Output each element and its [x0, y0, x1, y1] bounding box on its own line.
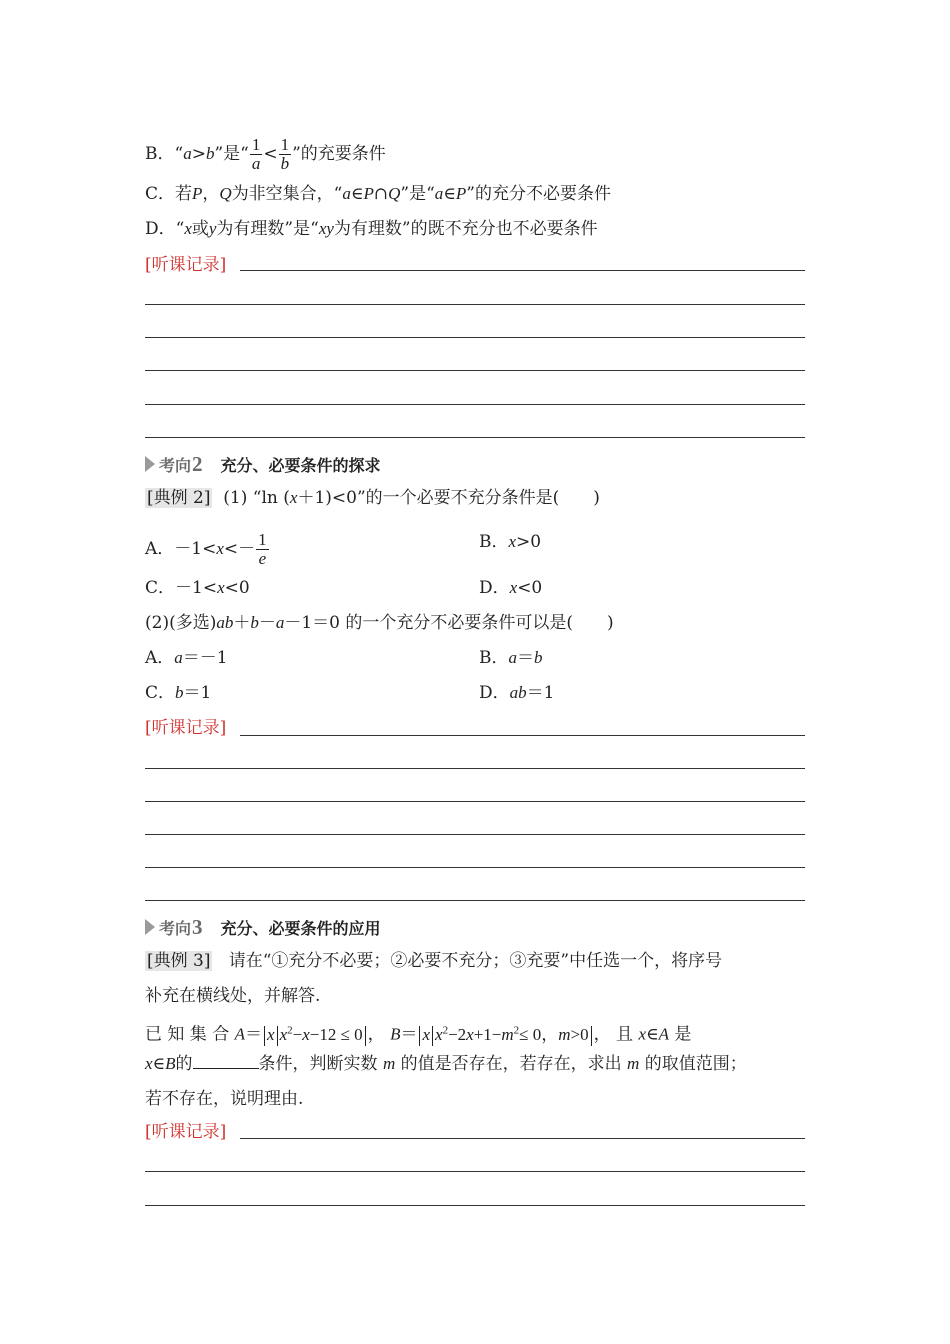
text: A． [145, 648, 175, 668]
var-b: b [175, 683, 184, 702]
var-p: P [455, 184, 467, 203]
set-bracket [365, 1026, 366, 1046]
note-line[interactable] [240, 1138, 805, 1139]
section-number: 3 [192, 914, 203, 939]
var-b-set: B [390, 1024, 401, 1044]
note-line[interactable] [145, 370, 805, 371]
note-line[interactable] [145, 304, 805, 305]
denominator: a [251, 154, 261, 173]
text: 条件，判断实数 [258, 1054, 383, 1074]
text: ＝ [245, 1024, 263, 1045]
note-line[interactable] [145, 1205, 805, 1206]
note-line[interactable] [145, 768, 805, 769]
var-x: x [216, 539, 224, 558]
var-a-set: A [234, 1024, 246, 1044]
var-b: b [205, 144, 215, 163]
symbol-in: ∈ [646, 1024, 659, 1045]
text: D． [479, 683, 510, 703]
text: ， [202, 184, 220, 204]
var-a: a [275, 613, 285, 632]
text: 的值是否存在，若存在，求出 [395, 1054, 628, 1074]
set-divider [277, 1026, 278, 1046]
var-m: m [627, 1054, 640, 1073]
text: ＝－1 [182, 648, 228, 668]
note-line[interactable] [240, 735, 805, 736]
triangle-icon [145, 456, 155, 472]
text: ”是“ [214, 144, 249, 164]
text: ＝1 [183, 683, 212, 703]
option-b [145, 136, 386, 173]
fraction-1-over-b [279, 136, 292, 173]
var-m: m [558, 1024, 571, 1044]
example-3-line3 [145, 1019, 691, 1046]
example-tag: [典例 2] [147, 488, 211, 508]
var-x: x [267, 1024, 275, 1044]
var-q: Q [219, 184, 232, 203]
var-x: x [289, 488, 298, 507]
text: ＝ [400, 1024, 418, 1045]
symbol-in: ∈ [443, 184, 456, 204]
example-3-line2: 补充在横线处，并解答. [145, 986, 321, 1006]
text: <0 [224, 578, 250, 598]
quote: “ [174, 144, 184, 164]
var-ab: ab [509, 683, 527, 702]
note-line[interactable] [145, 437, 805, 438]
note-line[interactable] [145, 834, 805, 835]
set-bracket [419, 1026, 420, 1046]
var-m: m [501, 1024, 514, 1044]
ex2-option-d [479, 577, 542, 599]
var-x: x [302, 1024, 310, 1044]
text: C．若 [145, 184, 193, 204]
var-x: x [466, 1024, 474, 1044]
gt: > [191, 144, 206, 164]
var-x: x [435, 1024, 443, 1044]
example-3-line1 [145, 950, 722, 972]
note-label: [听课记录] [145, 718, 227, 738]
var-x: x [638, 1024, 646, 1044]
var-x: x [509, 578, 518, 597]
text: ， 且 [593, 1024, 639, 1045]
set-b [417, 1025, 593, 1044]
text: (1) “ln ( [223, 488, 290, 508]
text: 的 [175, 1054, 193, 1074]
var-y: y [208, 219, 217, 238]
text: B． [479, 532, 509, 552]
note-label: [听课记录] [145, 255, 227, 275]
text: ， [367, 1024, 385, 1045]
note-line[interactable] [145, 1171, 805, 1172]
var-b: b [250, 613, 259, 632]
note-line[interactable] [240, 270, 805, 271]
var-x: x [145, 1054, 153, 1073]
section-number: 2 [192, 451, 203, 476]
answer-blank[interactable] [193, 1054, 259, 1069]
section-kicker: 考向 [159, 918, 192, 938]
text: C．－1< [145, 578, 218, 598]
text: <0 [517, 578, 543, 598]
ex2-option-c [145, 577, 250, 599]
lt: < [263, 144, 278, 164]
text: 为有理数”的既不充分也不必要条件 [333, 219, 598, 239]
example-2-q2 [145, 612, 614, 634]
var-a: a [508, 648, 517, 667]
text: ≤ 0， [519, 1024, 559, 1044]
text: ”的充分不必要条件 [466, 184, 611, 204]
var-p: P [363, 184, 374, 203]
text: B． [479, 648, 509, 668]
set-bracket [264, 1026, 265, 1046]
var-b-set: B [165, 1054, 176, 1073]
var-a: a [174, 648, 183, 667]
var-ab: ab [216, 613, 234, 632]
ex2-option-b [479, 531, 541, 553]
symbol-in: ∈ [350, 184, 364, 204]
ex2-q2-option-d [479, 682, 554, 704]
section-title: 充分、必要条件的应用 [220, 918, 381, 938]
text: 是 [668, 1024, 692, 1045]
text: ＋1)<0”的一个必要不充分条件是( ) [297, 488, 600, 508]
exponent: 2 [513, 1024, 520, 1036]
note-line[interactable] [145, 900, 805, 901]
var-x: x [217, 578, 225, 597]
text: 已 知 集 合 [145, 1024, 235, 1045]
text: −12 ≤ 0 [309, 1024, 363, 1044]
var-x: x [508, 532, 517, 551]
example-2-q1 [145, 487, 600, 509]
ex2-q2-option-a [145, 647, 228, 669]
var-m: m [382, 1054, 396, 1073]
numerator: 1 [251, 135, 261, 154]
numerator: 1 [258, 530, 267, 549]
exponent: 2 [287, 1024, 293, 1036]
section-kicker: 考向 [159, 455, 192, 475]
set-bracket [591, 1026, 592, 1046]
set-a [262, 1025, 368, 1044]
text: D． [479, 578, 510, 598]
var-x: x [422, 1024, 431, 1044]
fraction-1-over-a [250, 136, 263, 173]
var-a: a [434, 184, 444, 203]
denominator: e [258, 549, 267, 568]
ex2-q2-option-b [479, 647, 543, 669]
section-title: 充分、必要条件的探求 [220, 455, 381, 475]
option-d [145, 218, 598, 240]
var-a: a [183, 144, 192, 163]
text: 请在“①充分不必要；②必要不充分；③充要”中任选一个，将序号 [228, 951, 723, 971]
note-line[interactable] [145, 404, 805, 405]
section-heading-3 [145, 915, 381, 939]
text: 为非空集合，“ [231, 184, 343, 204]
note-line[interactable] [145, 337, 805, 338]
note-line[interactable] [145, 867, 805, 868]
var-x: x [184, 219, 192, 238]
text: －1＝0 的一个充分不必要条件可以是( ) [284, 613, 614, 633]
text: A．－1< [145, 539, 217, 559]
note-label: [听课记录] [145, 1122, 227, 1142]
text: −2 [448, 1024, 467, 1044]
fraction-1-over-e [256, 531, 269, 568]
text: +1− [473, 1024, 502, 1044]
text: ＝ [517, 648, 534, 668]
note-line[interactable] [145, 801, 805, 802]
exponent: 2 [442, 1024, 449, 1036]
text: 的取值范围； [639, 1054, 747, 1074]
symbol-in: ∈ [152, 1054, 166, 1074]
option-label: B． [145, 144, 175, 164]
symbol-cap: ∩ [373, 184, 389, 204]
numerator: 1 [280, 135, 290, 154]
var-b: b [534, 648, 543, 667]
text: 为有理数”是“ [216, 219, 319, 239]
text: <－ [223, 539, 256, 559]
var-p: P [192, 184, 203, 203]
ex2-q2-option-c [145, 682, 211, 704]
text: >0 [570, 1024, 589, 1044]
text: ＝1 [526, 683, 555, 703]
text: ”是“ [400, 184, 435, 204]
text: － [258, 613, 276, 633]
denominator: b [280, 154, 290, 173]
var-q: Q [388, 184, 401, 203]
text: D．“ [145, 219, 185, 239]
text: − [292, 1024, 303, 1044]
var-x: x [279, 1024, 288, 1044]
example-tag: [典例 3] [147, 951, 211, 971]
option-c [145, 183, 611, 205]
text: C． [145, 683, 176, 703]
var-a-set: A [658, 1024, 669, 1044]
example-3-line4 [145, 1053, 747, 1075]
var-a: a [342, 184, 351, 203]
text: (2)(多选) [145, 613, 217, 633]
text: >0 [516, 532, 542, 552]
var-xy: xy [318, 219, 334, 238]
triangle-icon [145, 919, 155, 935]
section-heading-2 [145, 452, 381, 476]
set-divider [432, 1026, 433, 1046]
ex2-option-a [145, 531, 270, 568]
text: 或 [191, 219, 209, 239]
text: ＋ [233, 613, 251, 633]
example-3-line5: 若不存在，说明理由. [145, 1089, 304, 1109]
text: ”的充要条件 [292, 144, 386, 164]
